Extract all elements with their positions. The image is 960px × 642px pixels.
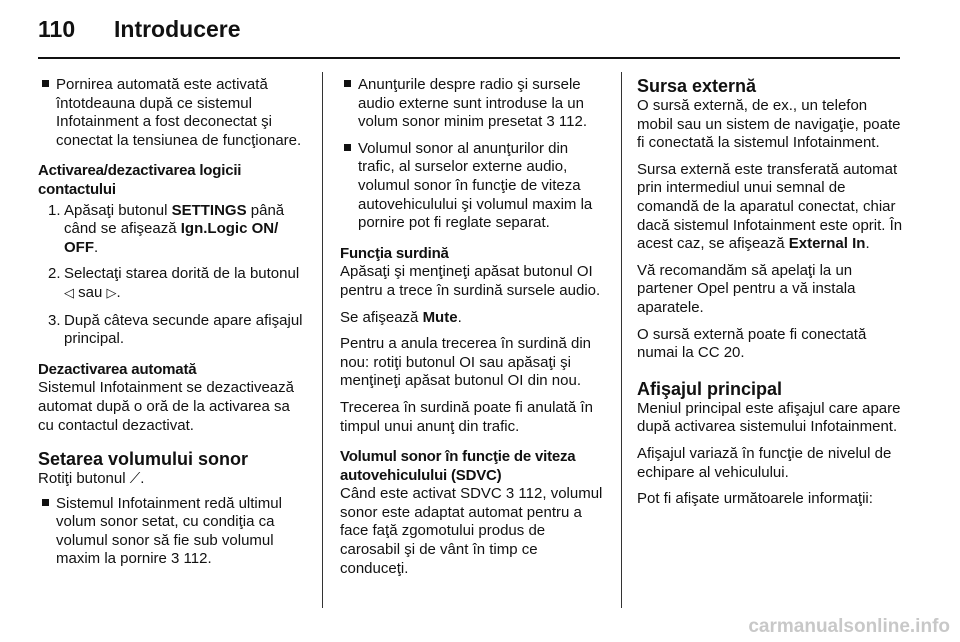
step-text: După câteva secunde apare afişajul principal. xyxy=(64,311,303,348)
step-number: 1. xyxy=(48,201,61,219)
subheading-sdvc: Volumul sonor în funcţie de viteza autovehiculului (SDVC) xyxy=(340,448,576,484)
bullet-icon xyxy=(344,144,351,151)
paragraph: Sistemul Infotainment se dezactivează automat după o oră de la activarea sa cu contactul dezactivat. xyxy=(38,379,294,434)
page-reference: 3 112 xyxy=(505,485,543,503)
step-text: până când se afişează xyxy=(64,201,285,238)
numbered-step xyxy=(38,265,308,303)
ign-logic-label: Ign.Logic ON/ OFF xyxy=(64,220,279,256)
column-3 xyxy=(637,72,905,517)
subheading-auto-off: Dezactivarea automată xyxy=(38,360,197,378)
bullet-icon xyxy=(42,80,49,87)
numbered-step xyxy=(38,202,308,258)
volume-knob-icon: ⟋ xyxy=(129,470,141,488)
numbered-step xyxy=(38,312,308,349)
mute-label: Mute xyxy=(422,308,458,326)
paragraph-text: . xyxy=(865,235,870,253)
section-heading-external: Sursa externă xyxy=(637,76,757,96)
paragraph-text: Se afişează xyxy=(340,308,423,326)
paragraph: O sursă externă poate fi conectată numai la CC 20. xyxy=(637,325,867,362)
right-arrow-icon: ▷ xyxy=(106,285,117,301)
paragraph: Pot fi afişate următoarele informaţii: xyxy=(637,490,873,508)
watermark: carmanualsonline.info xyxy=(748,616,950,637)
left-arrow-icon: ◁ xyxy=(64,285,74,301)
paragraph: Apăsaţi şi menţineţi apăsat butonul OI pentru a trece în surdină sursele audio. xyxy=(340,263,601,299)
paragraph xyxy=(637,161,905,254)
list-item xyxy=(38,76,308,150)
paragraph: Afişajul variază în funcţie de nivelul de echipare al vehiculului. xyxy=(637,444,892,481)
subheading-mute: Funcţia surdină xyxy=(340,244,449,262)
paragraph-text: Când este activat SDVC xyxy=(340,485,506,503)
column-2 xyxy=(340,76,606,586)
page-reference: 3 112. xyxy=(171,550,212,568)
header-rule xyxy=(38,57,900,59)
subheading-activation: Activarea/dezactivarea logicii contactului xyxy=(38,162,242,198)
paragraph: Meniul principal este afişajul care apare după activarea sistemului Infotainment. xyxy=(637,399,901,436)
paragraph-text: Rotiţi butonul xyxy=(38,470,130,488)
list-item xyxy=(340,140,606,233)
paragraph-text: Sursa externă este transferată automat prin intermediul unui semnal de comandă de la aparatul conectat, chiar dacă sistemul Infotainment este oprit. În acest caz, se afişează xyxy=(637,160,903,253)
step-text: sau xyxy=(74,283,107,301)
paragraph-text: , volumul sonor este adaptat automat pentru a face faţă zgomotului produs de carosabil şi de vânt în timp ce conduceţi. xyxy=(340,485,603,577)
page-title: Introducere xyxy=(114,16,241,42)
settings-button-label: SETTINGS xyxy=(171,201,247,219)
page-number: 110 xyxy=(38,16,76,42)
paragraph-text: . xyxy=(457,308,462,326)
page-header xyxy=(38,16,900,56)
list-item-text: Anunţurile despre radio şi sursele audio externe sunt introduse la un volum sonor minim presetat xyxy=(358,76,584,131)
paragraph: Vă recomandăm să apelaţi la un partener Opel pentru a vă instala aparatele. xyxy=(637,261,856,316)
step-text: Apăsaţi butonul xyxy=(64,201,172,219)
paragraph xyxy=(340,309,606,328)
section-heading-volume: Setarea volumului sonor xyxy=(38,449,249,470)
column-divider-2 xyxy=(621,72,622,608)
list-item xyxy=(38,495,308,569)
step-text: . xyxy=(116,283,121,301)
step-text: Selectaţi starea dorită de la butonul xyxy=(64,265,300,283)
paragraph-text: . xyxy=(140,470,145,488)
paragraph: Pentru a anula trecerea în surdină din nou: rotiţi butonul OI sau apăsaţi şi menţineţi apăsat butonul OI din nou. xyxy=(340,335,591,390)
list-item-text: Sistemul Infotainment redă ultimul volum sonor setat, cu condiţia ca volumul sonor să fie sub volumul maxim la pornire xyxy=(56,494,282,568)
list-item xyxy=(340,76,606,132)
column-1 xyxy=(38,76,308,577)
column-divider-1 xyxy=(322,72,323,608)
step-text: . xyxy=(94,238,99,256)
list-item-text: Volumul sonor al anunţurilor din trafic, al surselor externe audio, volumul sonor în funcţie de viteza autovehiculului şi volumul maxim la pornire pot fi reglate separat. xyxy=(358,139,593,232)
step-number: 2. xyxy=(48,265,61,283)
paragraph xyxy=(38,470,308,489)
external-in-label: External In xyxy=(788,235,866,253)
bullet-icon xyxy=(42,499,49,506)
paragraph: Trecerea în surdină poate fi anulată în timpul unui anunţ din trafic. xyxy=(340,398,593,435)
bullet-icon xyxy=(344,80,351,87)
section-heading-display: Afişajul principal xyxy=(637,378,783,399)
paragraph: O sursă externă, de ex., un telefon mobil sau un sistem de navigaţie, poate fi conectată la sistemul Infotainment. xyxy=(637,97,901,152)
list-item-text: Pornirea automată este activată întotdeauna după ce sistemul Infotainment a fost deconectat şi conectat la tensiunea de funcţionare. xyxy=(56,76,302,149)
page-reference: 3 112. xyxy=(546,113,587,131)
paragraph xyxy=(340,485,606,578)
step-number: 3. xyxy=(48,311,61,329)
